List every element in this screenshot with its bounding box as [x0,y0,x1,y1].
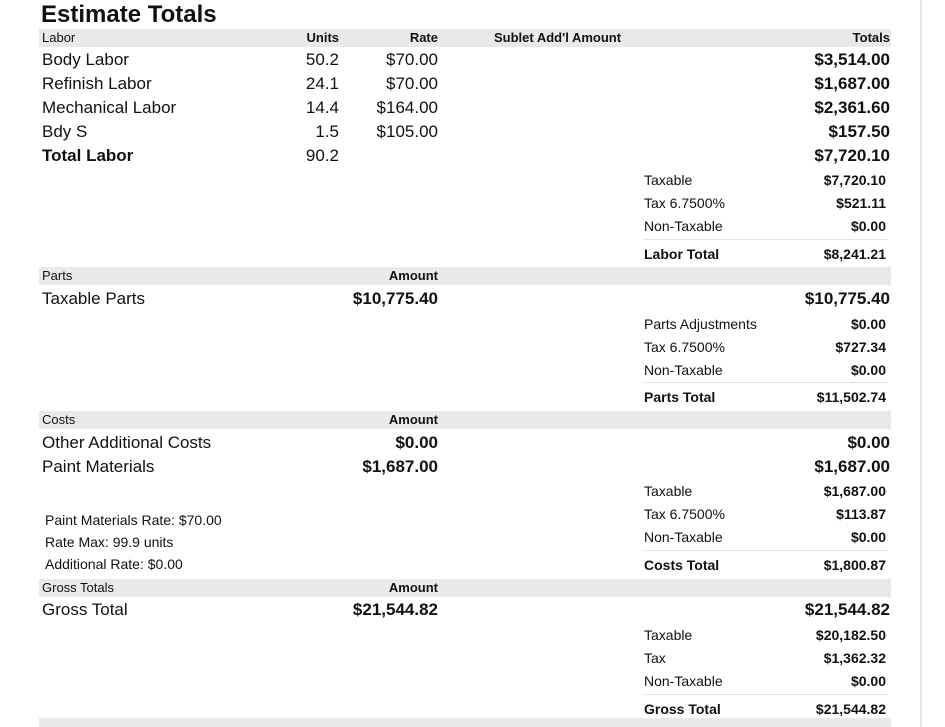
summary-divider [643,550,887,551]
paint-materials-note: Additional Rate: $0.00 [45,556,183,572]
summary-divider [643,382,887,383]
parts-summary-label: Non-Taxable [644,362,723,378]
labor-row-label: Body Labor [42,50,129,69]
summary-divider [643,239,887,240]
costs-amount-header: Amount [388,412,438,427]
costs-section-header: Costs [42,412,76,427]
parts-row-label: Taxable Parts [42,289,145,308]
labor-section-header: Labor [42,30,76,45]
parts-summary-value: $727.34 [835,339,886,355]
costs-summary-label: Tax 6.7500% [644,506,725,522]
labor-row-units: 50.2 [305,50,339,69]
parts-header-band [39,267,891,285]
labor-row-rate: $70.00 [386,74,438,93]
next-section-band [39,718,891,727]
paint-materials-note: Paint Materials Rate: $70.00 [45,512,222,528]
labor-summary-label: Taxable [644,172,693,188]
labor-row-total: $157.50 [828,122,890,141]
parts-section-header: Parts [42,268,73,283]
costs-summary-value: $1,687.00 [823,483,886,499]
units-column-header: Units [306,30,339,45]
parts-summary-value: $0.00 [850,362,886,378]
page-edge [920,0,922,727]
costs-summary-value: $0.00 [850,529,886,545]
labor-row-rate: $105.00 [376,122,438,141]
rate-column-header: Rate [409,30,438,45]
labor-row-label: Mechanical Labor [42,98,177,117]
costs-header-band [39,411,891,429]
parts-summary-value: $0.00 [850,316,886,332]
labor-total-value: $8,241.21 [823,246,886,262]
parts-total-label: Parts Total [644,389,716,405]
parts-row-total: $10,775.40 [804,289,890,308]
paint-materials-note: Rate Max: 99.9 units [45,534,174,550]
gross-section-header: Gross Totals [42,580,115,595]
labor-row-total: $3,514.00 [814,50,890,69]
costs-row-total: $0.00 [847,433,890,452]
labor-summary-value: $7,720.10 [823,172,886,188]
labor-row-total: $2,361.60 [814,98,890,117]
labor-row-units: 1.5 [315,122,339,141]
costs-row-amount: $0.00 [395,433,438,452]
costs-summary-value: $113.87 [836,506,886,522]
costs-total-value: $1,800.87 [823,557,886,573]
parts-total-value: $11,502.74 [816,389,886,405]
costs-row-label: Other Additional Costs [42,433,212,452]
gross-total-value: $21,544.82 [815,701,886,717]
total-labor-value: $7,720.10 [814,146,890,165]
labor-row-rate: $164.00 [376,98,438,117]
parts-amount-header: Amount [388,268,438,283]
labor-summary-value: $0.00 [850,218,886,234]
gross-row-amount: $21,544.82 [352,600,438,619]
gross-row-label: Gross Total [42,600,128,619]
sublet-column-header: Sublet Add'l Amount [494,30,622,45]
gross-header-band [39,579,891,597]
gross-total-label: Gross Total [644,701,721,717]
gross-summary-value: $20,182.50 [815,627,886,643]
costs-row-label: Paint Materials [42,457,155,476]
costs-row-total: $1,687.00 [814,457,890,476]
labor-row-label: Bdy S [42,122,88,141]
labor-summary-label: Tax 6.7500% [644,195,725,211]
page-title: Estimate Totals [41,1,217,28]
gross-summary-label: Tax [644,650,666,666]
labor-row-rate: $70.00 [386,50,438,69]
parts-row-amount: $10,775.40 [352,289,438,308]
costs-row-amount: $1,687.00 [362,457,438,476]
gross-summary-value: $0.00 [850,673,886,689]
gross-summary-label: Non-Taxable [644,673,723,689]
labor-row-label: Refinish Labor [42,74,152,93]
labor-row-total: $1,687.00 [814,74,890,93]
costs-summary-label: Non-Taxable [644,529,723,545]
labor-summary-label: Non-Taxable [644,218,723,234]
totals-column-header: Totals [852,30,890,45]
labor-row-units: 24.1 [305,74,339,93]
costs-summary-label: Taxable [644,483,693,499]
gross-row-total: $21,544.82 [804,600,890,619]
gross-amount-header: Amount [388,580,438,595]
labor-row-units: 14.4 [305,98,339,117]
parts-summary-label: Parts Adjustments [644,316,757,332]
costs-total-label: Costs Total [644,557,720,573]
parts-summary-label: Tax 6.7500% [644,339,725,355]
total-labor-units: 90.2 [305,146,339,165]
gross-summary-label: Taxable [644,627,693,643]
total-labor-label: Total Labor [42,146,134,165]
labor-summary-value: $521.11 [836,195,886,211]
labor-total-label: Labor Total [644,246,720,262]
gross-summary-value: $1,362.32 [823,650,886,666]
summary-divider [643,694,887,695]
